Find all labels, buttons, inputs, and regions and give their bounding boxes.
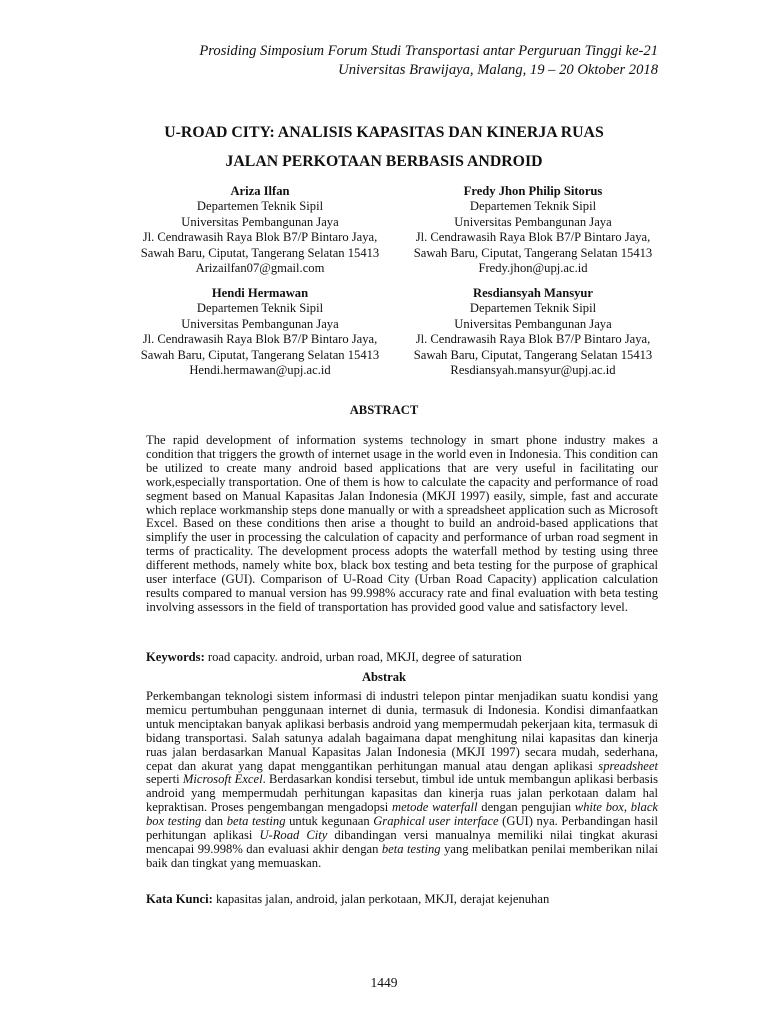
author-address-line-1: Jl. Cendrawasih Raya Blok B7/P Bintaro Jaya, bbox=[415, 230, 651, 245]
author-name: Resdiansyah Mansyur bbox=[472, 286, 594, 300]
abstrak-text-segment: dengan pengujian bbox=[477, 800, 575, 815]
author-university: Universitas Pembangunan Jaya bbox=[181, 316, 339, 331]
author-university: Universitas Pembangunan Jaya bbox=[454, 214, 612, 229]
author-department: Departemen Teknik Sipil bbox=[469, 199, 597, 214]
author-department: Departemen Teknik Sipil bbox=[469, 301, 597, 316]
paper-title-line-1: U-ROAD CITY: ANALISIS KAPASITAS DAN KINERJA RUAS bbox=[164, 124, 604, 141]
author-email: Hendi.hermawan@upj.ac.id bbox=[189, 363, 331, 378]
author-address-line-1: Jl. Cendrawasih Raya Blok B7/P Bintaro Jaya, bbox=[415, 332, 651, 347]
author-name: Fredy Jhon Philip Sitorus bbox=[463, 184, 603, 198]
abstrak-text-segment: (GUI) nya. Perbandingan hasil perhitungan aplikasi bbox=[146, 814, 659, 843]
kata-kunci-list: kapasitas jalan, android, jalan perkotaan, MKJI, derajat kejenuhan bbox=[212, 892, 550, 906]
kata-kunci-label: Kata Kunci: bbox=[146, 892, 213, 906]
proceedings-title: Prosiding Simposium Forum Studi Transportasi antar Perguruan Tinggi ke-21 bbox=[199, 43, 658, 59]
author-email: Resdiansyah.mansyur@upj.ac.id bbox=[450, 363, 616, 378]
abstrak-text-segment: seperti bbox=[146, 772, 183, 787]
author-university: Universitas Pembangunan Jaya bbox=[454, 316, 612, 331]
keywords-list: road capacity. android, urban road, MKJI, degree of saturation bbox=[204, 650, 522, 664]
proceedings-header bbox=[98, 42, 658, 80]
author-address-line-1: Jl. Cendrawasih Raya Blok B7/P Bintaro Jaya, bbox=[142, 230, 378, 245]
abstrak-italic-term: Graphical user interface bbox=[373, 814, 499, 829]
abstrak-heading: Abstrak bbox=[361, 670, 407, 684]
abstrak-body bbox=[146, 690, 658, 871]
keywords-label: Keywords: bbox=[146, 650, 205, 664]
abstrak-italic-term: beta testing bbox=[381, 841, 441, 856]
abstrak-italic-term: white box, black box testing bbox=[146, 800, 658, 829]
author-name: Ariza Ilfan bbox=[230, 184, 290, 198]
abstrak-italic-term: spreadsheet bbox=[598, 758, 658, 773]
abstrak-italic-term: U-Road City bbox=[259, 828, 328, 843]
abstrak-italic-term: metode waterfall bbox=[392, 800, 478, 815]
author-department: Departemen Teknik Sipil bbox=[196, 301, 324, 316]
author-address-line-2: Sawah Baru, Ciputat, Tangerang Selatan 15413 bbox=[140, 245, 380, 260]
abstrak-text-segment: yang melibatkan penilai memberikan nilai baik dan tingkat yang memuaskan. bbox=[146, 841, 658, 870]
author-address-line-2: Sawah Baru, Ciputat, Tangerang Selatan 15413 bbox=[413, 347, 653, 362]
paper-title-line-2: JALAN PERKOTAAN BERBASIS ANDROID bbox=[225, 153, 543, 170]
author-university: Universitas Pembangunan Jaya bbox=[181, 214, 339, 229]
author-block-2 bbox=[383, 184, 683, 276]
author-address-line-1: Jl. Cendrawasih Raya Blok B7/P Bintaro Jaya, bbox=[142, 332, 378, 347]
author-name: Hendi Hermawan bbox=[211, 286, 309, 300]
author-block-1 bbox=[110, 184, 410, 276]
page-number: 1449 bbox=[370, 975, 398, 990]
kata-kunci-line bbox=[146, 892, 658, 907]
abstrak-italic-term: beta testing bbox=[226, 814, 286, 829]
author-address-line-2: Sawah Baru, Ciputat, Tangerang Selatan 15413 bbox=[413, 245, 653, 260]
author-email: Arizailfan07@gmail.com bbox=[195, 261, 325, 276]
author-block-3 bbox=[110, 286, 410, 378]
author-address-line-2: Sawah Baru, Ciputat, Tangerang Selatan 15413 bbox=[140, 347, 380, 362]
abstrak-text-segment: dibandingan versi manualnya memiliki nilai tingkat akurasi mencapai 99.998% dan evaluasi akhir dengan bbox=[146, 828, 658, 856]
abstrak-text-segment: . Berdasarkan kondisi tersebut, timbul ide untuk membangun aplikasi berbasis android yang mempermudah perhitungan kapasitas dan kinerja ruas jalan perkotaan dalam hal kepraktisan. Proses pengembangan mengadopsi bbox=[146, 772, 658, 815]
paper-title bbox=[0, 118, 768, 176]
abstrak-text-segment: Perkembangan teknologi sistem informasi di industri telepon pintar menjadikan suatu kondisi yang memicu pertumbuhan penggunaan internet di dunia, termasuk di Indonesia. Kondisi dimanfaatkan untuk menciptakan banyak aplikasi berbasis android yang mempermudah pekerjaan kita, termasuk di bidang transportasi. Salah satunya adalah bagaimana dapat menghitung nilai kapasitas dan kinerja ruas jalan berdasarkan Manual Kapasitas Jalan Indonesia (MKJI 1997) secara mudah, sederhana, cepat dan akurat yang dapat menggantikan perhitungan manual atau dengan aplikasi bbox=[146, 689, 658, 773]
author-email: Fredy.jhon@upj.ac.id bbox=[478, 261, 588, 276]
abstrak-italic-term: Microsoft Excel bbox=[182, 772, 263, 787]
abstract-heading: ABSTRACT bbox=[349, 403, 419, 417]
author-block-4 bbox=[383, 286, 683, 378]
keywords-line bbox=[146, 650, 658, 665]
abstrak-text-segment: untuk kegunaan bbox=[285, 814, 374, 829]
abstrak-text-segment: dan bbox=[201, 814, 227, 829]
abstract-body: The rapid development of information systems technology in smart phone industry makes a condition that triggers the growth of internet usage in the world even in Indonesia. This condition can be utilized to create many android based applications that are very useful in facilitating our work,especially transportation. One of them is how to calculate the capacity and performance of road segment based on Manual Kapasitas Jalan Indonesia (MKJI 1997) easily, simple, fast and accurate which replace workmanship steps done manually or with a spreadsheet application such as Microsoft Excel. Based on these conditions then arise a thought to build an android-based applications that simplify the user in processing the calculation of capacity and performance of urban road segment in terms of practicality. The development process adopts the waterfall method by testing using three different methods, namely white box, black box testing and beta testing for the purpose of graphical user interface (GUI). Comparison of U-Road City (Urban Road Capacity) application calculation results compared to manual version has 99.998% accuracy rate and final evaluation with beta testing involving assessors in the field of transportation has provided good value and satisfactory level. bbox=[146, 433, 658, 614]
author-department: Departemen Teknik Sipil bbox=[196, 199, 324, 214]
proceedings-venue: Universitas Brawijaya, Malang, 19 – 20 Oktober 2018 bbox=[338, 62, 658, 78]
